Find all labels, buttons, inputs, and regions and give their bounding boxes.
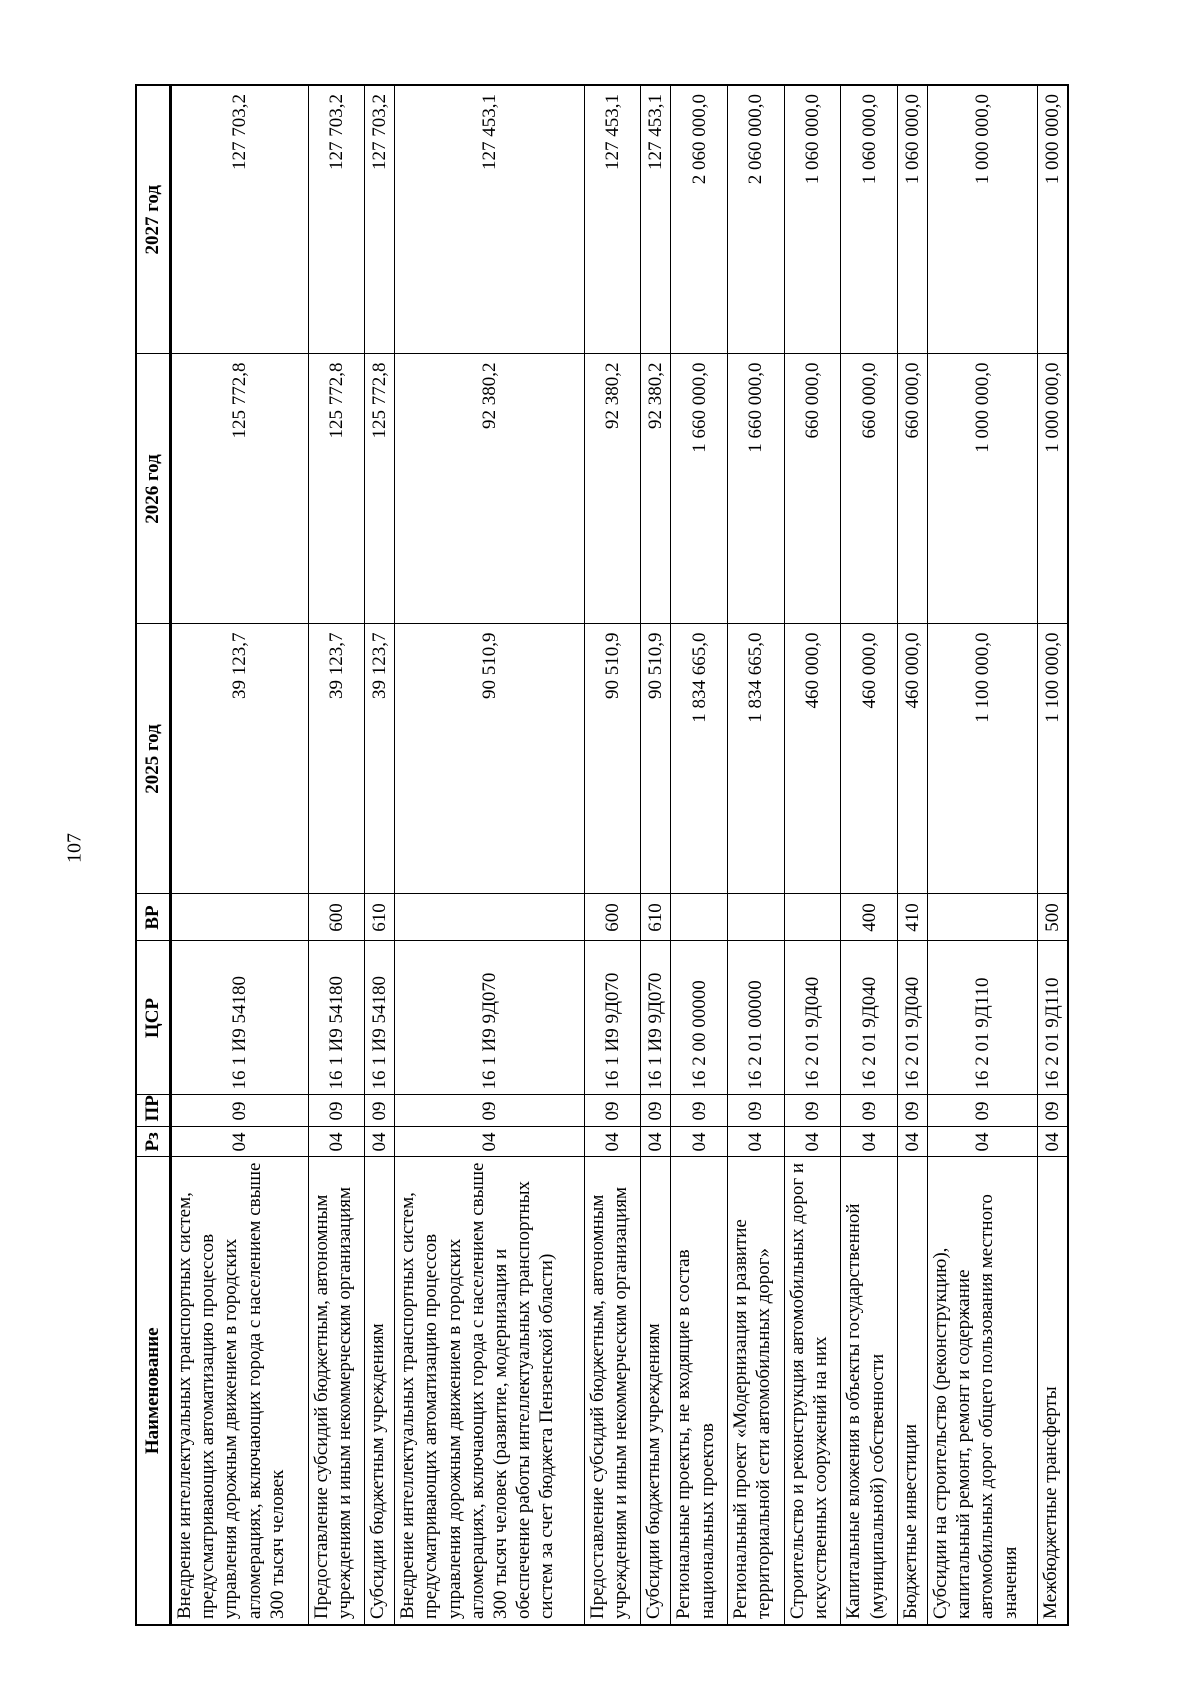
cell-vr: 500	[1037, 894, 1068, 941]
header-vr: ВР	[136, 894, 171, 941]
cell-2025: 39 123,7	[365, 624, 395, 894]
cell-2026: 92 380,2	[641, 354, 671, 624]
cell-name: Субсидии на строительство (реконструкцию), капитальный ремонт, ремонт и содержание автомобильных дорог общего пользования местного значения	[927, 1157, 1037, 1625]
cell-csr: 16 1 И9 54180	[365, 941, 395, 1095]
cell-csr: 16 2 01 9Д040	[897, 941, 927, 1095]
cell-2025: 39 123,7	[171, 624, 309, 894]
cell-name: Региональный проект «Модернизация и развитие территориальной сети автомобильных дорог»	[728, 1157, 785, 1625]
cell-rz: 04	[365, 1127, 395, 1157]
cell-pr: 09	[728, 1095, 785, 1127]
cell-csr: 16 1 И9 9Д070	[395, 941, 585, 1095]
table-header-row	[136, 85, 171, 1625]
cell-name: Субсидии бюджетным учреждениям	[365, 1157, 395, 1625]
cell-vr	[784, 894, 841, 941]
rotated-table-container	[135, 86, 1069, 1626]
cell-rz: 04	[308, 1127, 365, 1157]
cell-2025: 90 510,9	[584, 624, 641, 894]
cell-2025: 460 000,0	[784, 624, 841, 894]
cell-rz: 04	[395, 1127, 585, 1157]
cell-name: Предоставление субсидий бюджетным, автономным учреждениям и иным некоммерческим организациям	[308, 1157, 365, 1625]
cell-2027: 1 000 000,0	[927, 85, 1037, 354]
cell-rz: 04	[584, 1127, 641, 1157]
header-name: Наименование	[136, 1157, 171, 1625]
cell-csr: 16 2 01 9Д110	[927, 941, 1037, 1095]
cell-2027: 1 060 000,0	[841, 85, 898, 354]
cell-csr: 16 2 00 00000	[671, 941, 728, 1095]
cell-csr: 16 2 01 00000	[728, 941, 785, 1095]
cell-pr: 09	[841, 1095, 898, 1127]
cell-pr: 09	[641, 1095, 671, 1127]
cell-pr: 09	[784, 1095, 841, 1127]
page-number: 107	[63, 833, 86, 863]
cell-vr: 600	[584, 894, 641, 941]
cell-pr: 09	[927, 1095, 1037, 1127]
cell-rz: 04	[171, 1127, 309, 1157]
cell-2025: 1 834 665,0	[671, 624, 728, 894]
cell-name: Предоставление субсидий бюджетным, автономным учреждениям и иным некоммерческим организациям	[584, 1157, 641, 1625]
cell-vr	[395, 894, 585, 941]
cell-csr: 16 1 И9 54180	[308, 941, 365, 1095]
cell-vr: 400	[841, 894, 898, 941]
cell-rz: 04	[841, 1127, 898, 1157]
header-2026: 2026 год	[136, 354, 171, 624]
table-row	[641, 85, 671, 1625]
cell-2026: 660 000,0	[784, 354, 841, 624]
table-row	[395, 85, 585, 1625]
cell-2027: 1 060 000,0	[784, 85, 841, 354]
cell-rz: 04	[728, 1127, 785, 1157]
table-row	[728, 85, 785, 1625]
cell-2026: 92 380,2	[584, 354, 641, 624]
cell-pr: 09	[671, 1095, 728, 1127]
table-row	[671, 85, 728, 1625]
cell-pr: 09	[171, 1095, 309, 1127]
cell-vr: 600	[308, 894, 365, 941]
header-rz: Рз	[136, 1127, 171, 1157]
header-2025: 2025 год	[136, 624, 171, 894]
cell-2025: 39 123,7	[308, 624, 365, 894]
header-csr: ЦСР	[136, 941, 171, 1095]
cell-rz: 04	[1037, 1127, 1068, 1157]
header-2027: 2027 год	[136, 85, 171, 354]
cell-2026: 125 772,8	[308, 354, 365, 624]
cell-2026: 1 660 000,0	[671, 354, 728, 624]
cell-2027: 1 000 000,0	[1037, 85, 1068, 354]
cell-2027: 2 060 000,0	[728, 85, 785, 354]
cell-2027: 127 703,2	[308, 85, 365, 354]
cell-csr: 16 1 И9 9Д070	[584, 941, 641, 1095]
table-row	[584, 85, 641, 1625]
cell-name: Капитальные вложения в объекты государственной (муниципальной) собственности	[841, 1157, 898, 1625]
table-row	[1037, 85, 1068, 1625]
cell-rz: 04	[897, 1127, 927, 1157]
cell-vr: 410	[897, 894, 927, 941]
cell-csr: 16 1 И9 9Д070	[641, 941, 671, 1095]
table-row	[308, 85, 365, 1625]
cell-name: Внедрение интеллектуальных транспортных систем, предусматривающих автоматизацию процессов управления дорожным движением в городских агломерациях, включающих города с населением свыше 300 тысяч человек	[171, 1157, 309, 1625]
cell-2026: 660 000,0	[897, 354, 927, 624]
cell-2027: 1 060 000,0	[897, 85, 927, 354]
cell-pr: 09	[1037, 1095, 1068, 1127]
cell-2027: 127 703,2	[365, 85, 395, 354]
cell-name: Внедрение интеллектуальных транспортных систем, предусматривающих автоматизацию процессов управления дорожным движением в городских агломерациях, включающих города с населением свыше 300 тысяч человек (развитие, модернизация и обеспечение работы интеллектуальных транспортных систем за счет бюджета Пензенской области)	[395, 1157, 585, 1625]
cell-csr: 16 2 01 9Д040	[841, 941, 898, 1095]
cell-name: Межбюджетные трансферты	[1037, 1157, 1068, 1625]
table-body	[171, 85, 1069, 1625]
cell-vr	[671, 894, 728, 941]
cell-pr: 09	[365, 1095, 395, 1127]
cell-name: Региональные проекты, не входящие в состав национальных проектов	[671, 1157, 728, 1625]
cell-2025: 90 510,9	[395, 624, 585, 894]
cell-2025: 1 100 000,0	[1037, 624, 1068, 894]
cell-2027: 127 703,2	[171, 85, 309, 354]
cell-2026: 1 660 000,0	[728, 354, 785, 624]
cell-name: Бюджетные инвестиции	[897, 1157, 927, 1625]
table-row	[841, 85, 898, 1625]
cell-pr: 09	[395, 1095, 585, 1127]
cell-vr: 610	[641, 894, 671, 941]
cell-pr: 09	[584, 1095, 641, 1127]
cell-2025: 1 834 665,0	[728, 624, 785, 894]
table-row	[927, 85, 1037, 1625]
cell-vr: 610	[365, 894, 395, 941]
cell-2026: 125 772,8	[171, 354, 309, 624]
cell-2026: 92 380,2	[395, 354, 585, 624]
cell-vr	[171, 894, 309, 941]
cell-2025: 460 000,0	[897, 624, 927, 894]
cell-2025: 1 100 000,0	[927, 624, 1037, 894]
cell-2027: 127 453,1	[641, 85, 671, 354]
table-row	[171, 85, 309, 1625]
cell-csr: 16 2 01 9Д040	[784, 941, 841, 1095]
table-row	[365, 85, 395, 1625]
cell-2025: 460 000,0	[841, 624, 898, 894]
cell-rz: 04	[641, 1127, 671, 1157]
cell-2027: 2 060 000,0	[671, 85, 728, 354]
table-row	[784, 85, 841, 1625]
cell-rz: 04	[784, 1127, 841, 1157]
cell-pr: 09	[308, 1095, 365, 1127]
cell-name: Субсидии бюджетным учреждениям	[641, 1157, 671, 1625]
cell-pr: 09	[897, 1095, 927, 1127]
cell-name: Строительство и реконструкция автомобильных дорог и искусственных сооружений на них	[784, 1157, 841, 1625]
cell-csr: 16 1 И9 54180	[171, 941, 309, 1095]
header-pr: ПР	[136, 1095, 171, 1127]
cell-vr	[927, 894, 1037, 941]
table-row	[897, 85, 927, 1625]
cell-2025: 90 510,9	[641, 624, 671, 894]
cell-2026: 125 772,8	[365, 354, 395, 624]
cell-2027: 127 453,1	[395, 85, 585, 354]
cell-vr	[728, 894, 785, 941]
budget-table	[135, 84, 1069, 1626]
cell-rz: 04	[927, 1127, 1037, 1157]
cell-2027: 127 453,1	[584, 85, 641, 354]
cell-2026: 1 000 000,0	[927, 354, 1037, 624]
cell-2026: 1 000 000,0	[1037, 354, 1068, 624]
cell-2026: 660 000,0	[841, 354, 898, 624]
cell-csr: 16 2 01 9Д110	[1037, 941, 1068, 1095]
cell-rz: 04	[671, 1127, 728, 1157]
